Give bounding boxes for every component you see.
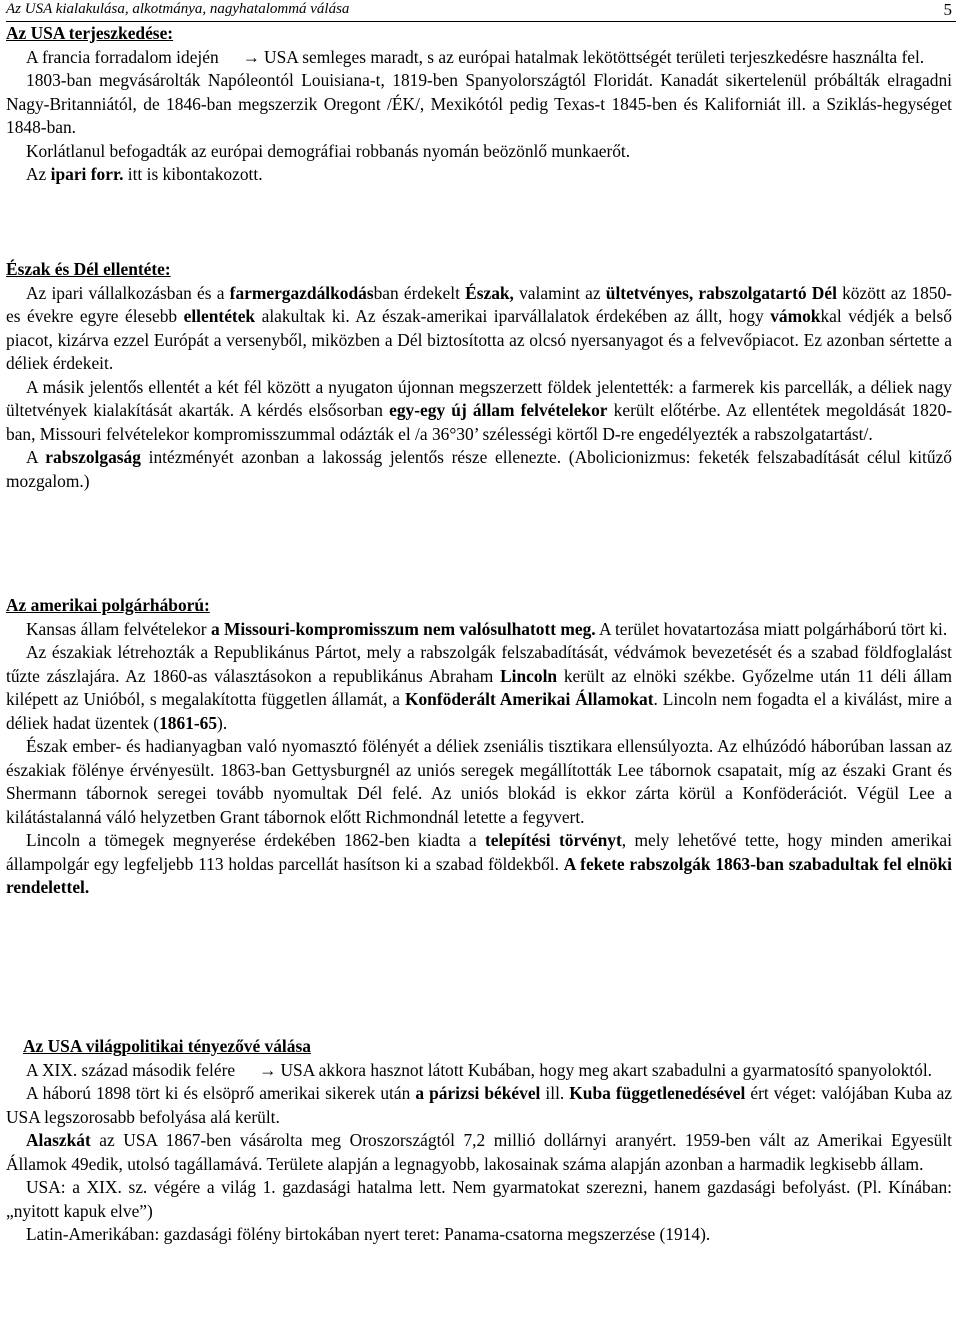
text-run: A másik jelentős ellentét a két fél között a nyugaton újonnan megszerzett földek jelentették: a farmerek kis parcellák, a déliek nagy ültetvények kialakítását akarták. A kérdés elsősorban bbox=[6, 376, 952, 420]
header-title: Az USA kialakulása, alkotmánya, nagyhatalommá válása bbox=[6, 1, 350, 17]
paragraph bbox=[6, 1082, 952, 1129]
paragraph: USA: a XIX. sz. végére a világ 1. gazdasági hatalma lett. Nem gyarmatokat szerezni, hanem gazdasági befolyást. (Pl. Kínában: „nyitott kapuk elve”) bbox=[6, 1177, 952, 1221]
text-run: A háború 1898 tört ki és elsöprő amerikai sikerek után bbox=[26, 1083, 416, 1103]
text-run: ért véget: valójában Kuba az USA legszorosabb befolyása alá került. bbox=[6, 1083, 953, 1127]
text-run: A francia forradalom idején bbox=[26, 46, 219, 67]
bold-run: a Missouri-kompromisszum nem valósulhatott meg. bbox=[210, 618, 596, 639]
text-run: Lincoln a tömegek megnyerése érdekében 1862-ben kiadta a bbox=[26, 830, 485, 850]
paragraph bbox=[6, 1129, 952, 1176]
paragraph: Észak ember- és hadianyagban való nyomasztó fölényét a déliek zseniális tisztikara ellensúlyozta. Az elhúzódó háborúban lassan az északiak fölénye érvényesült. 1863-ban Gettysburgnél az uniós seregek megállították Lee tábornok csapatait, míg az északi Grant és Shermann tábornok seregei tovább nyomultak Dél felé. Az uniós blokád is ekkor zárta körül a Konföderációt. Végül Lee a kilátástalanná váló helyzetben Grant tábornok előtt Richmondnál letette a fegyvert. bbox=[6, 736, 952, 827]
text-run: USA akkora hasznot látott Kubában, hogy meg akart szabadulni a gyarmatosító spanyoloktól. bbox=[280, 1059, 933, 1080]
text-run: között az 1850-es évekre egyre élesebb bbox=[6, 282, 952, 326]
bold-run: a párizsi békével bbox=[415, 1083, 541, 1103]
paragraph bbox=[6, 618, 952, 642]
text-run: . Lincoln nem fogadta el a kiválást, mire a déliek hadat üzentek ( bbox=[6, 689, 952, 733]
paragraph: 1803-ban megvásárolták Napóleontól Louisiana-t, 1819-ben Spanyolországtól Floridát. Kanadát sikertelenül próbálták elragadni Nagy-Britanniától, de 1846-ban megszerzik Oregont /ÉK/, Mexikótól pedig Texas-t 1845-ben és Kaliforniát ill. a Sziklás-hegységet 1848-ban. bbox=[6, 70, 952, 137]
paragraph bbox=[6, 163, 952, 187]
text-run: Kansas állam felvételekor bbox=[26, 618, 211, 639]
section-vilagpolitika bbox=[6, 1035, 952, 1247]
bold-run: 1861-65 bbox=[159, 712, 218, 733]
paragraph bbox=[6, 641, 952, 735]
text-run: ). bbox=[217, 712, 228, 733]
paragraph: Latin-Amerikában: gazdasági fölény birtokában nyert teret: Panama-csatorna megszerzése (1914). bbox=[26, 1224, 711, 1244]
bold-run: Lincoln bbox=[500, 665, 558, 686]
section-heading: Észak és Dél ellentéte: bbox=[6, 259, 171, 279]
bold-run: ellentétek bbox=[183, 306, 256, 326]
paragraph bbox=[6, 376, 952, 447]
text-run: , mely lehetővé tette, hogy minden amerikai állampolgár egy legfeljebb 113 holdas parcellát hasítson ki a szabad földekből. bbox=[6, 830, 952, 874]
text-run: valamint az bbox=[513, 282, 606, 303]
text-run: került előtérbe. Az ellentétek megoldását 1820-ban, Missouri felvételekor kompromisszummal odázták el /a 36°30’ szélességi körtől D-re engedélyezték a rabszolgatartást/. bbox=[6, 400, 953, 444]
paragraph bbox=[6, 829, 952, 900]
bold-run: ipari forr. bbox=[50, 164, 124, 184]
page-number: 5 bbox=[943, 0, 952, 19]
arrow-icon: → bbox=[259, 1059, 277, 1080]
bold-run: farmergazdálkodás bbox=[229, 282, 374, 303]
text-run: itt is kibontakozott. bbox=[123, 164, 263, 184]
text-run: Az északiak létrehozták a Republikánus Pártot, mely a rabszolgák felszabadítását, védvámok bevezetését és a szabad földfoglalást tűzte zászlajára. Az 1860-as választásokon a republikánus Abraham bbox=[6, 642, 952, 686]
section-eszak-del bbox=[6, 258, 952, 493]
section-polgarhaboru bbox=[6, 594, 952, 900]
section-heading: Az USA terjeszkedése: bbox=[6, 23, 174, 43]
arrow-icon: → bbox=[242, 46, 261, 67]
text-run: Az ipari vállalkozásban és a bbox=[26, 282, 230, 303]
text-run: ill. bbox=[540, 1083, 570, 1103]
bold-run: telepítési törvényt bbox=[484, 830, 622, 850]
bold-run: ültetvényes, rabszolgatartó Dél bbox=[605, 282, 837, 303]
text-run: A XIX. század második felére bbox=[26, 1059, 236, 1080]
text-run: került az elnöki székbe. Győzelme után 11 déli állam kilépett az Unióból, s megalakította független államát, a bbox=[6, 665, 952, 709]
section-heading: Az USA világpolitikai tényezővé válása bbox=[23, 1036, 311, 1056]
bold-run: Alaszkát bbox=[26, 1130, 91, 1150]
section-heading: Az amerikai polgárháború: bbox=[6, 595, 210, 615]
paragraph bbox=[6, 1059, 952, 1083]
bold-run: rabszolgaság bbox=[45, 447, 141, 467]
paragraph bbox=[6, 46, 952, 70]
text-run: A bbox=[26, 447, 46, 467]
bold-run: Konföderált Amerikai Államokat bbox=[404, 689, 654, 709]
text-run: USA semleges maradt, s az európai hatalmak lekötöttségét területi terjeszkedésre használta fel. bbox=[264, 46, 925, 67]
section-terjeszkedes bbox=[6, 22, 952, 187]
text-run: Az bbox=[26, 164, 51, 184]
text-run: A terület hovatartozása miatt polgárháború tört ki. bbox=[595, 618, 948, 639]
text-run: intézményét azonban a lakosság jelentős része ellenezte. (Abolicionizmus: feketék felszabadítását célul kitűző mozgalom.) bbox=[6, 447, 952, 491]
text-run: ban érdekelt bbox=[373, 282, 466, 303]
text-run: alakultak ki. Az észak-amerikai iparvállalatok érdekében az állt, hogy bbox=[255, 306, 771, 326]
bold-run: Kuba függetlenedésével bbox=[569, 1083, 746, 1103]
text-run: kal védjék a belső piacot, kizárva ezzel Európát a versenyből, miközben a Dél biztosította az olcsó nyersanyagot és a felvevőpiacot. Ez azonban sértette a déliek érdekeit. bbox=[6, 306, 952, 373]
bold-run: egy-egy új állam felvételekor bbox=[389, 400, 608, 420]
paragraph bbox=[6, 446, 952, 493]
paragraph bbox=[6, 282, 952, 376]
text-run: az USA 1867-ben vásárolta meg Oroszországtól 7,2 millió dollárnyi aranyért. 1959-ben vált az Amerikai Egyesült Államok 49edik, utolsó tagállamává. Területe alapján a legnagyobb, lakosainak száma alapján azonban a harmadik legkisebb állam. bbox=[6, 1130, 952, 1174]
paragraph: Korlátlanul befogadták az európai demográfiai robbanás nyomán beözönlő munkaerőt. bbox=[26, 140, 631, 161]
bold-run: Észak, bbox=[465, 282, 514, 303]
bold-run: A fekete rabszolgák 1863-ban szabadultak fel elnöki rendelettel. bbox=[6, 853, 952, 897]
bold-run: vámok bbox=[770, 306, 821, 326]
running-header bbox=[6, 0, 956, 22]
